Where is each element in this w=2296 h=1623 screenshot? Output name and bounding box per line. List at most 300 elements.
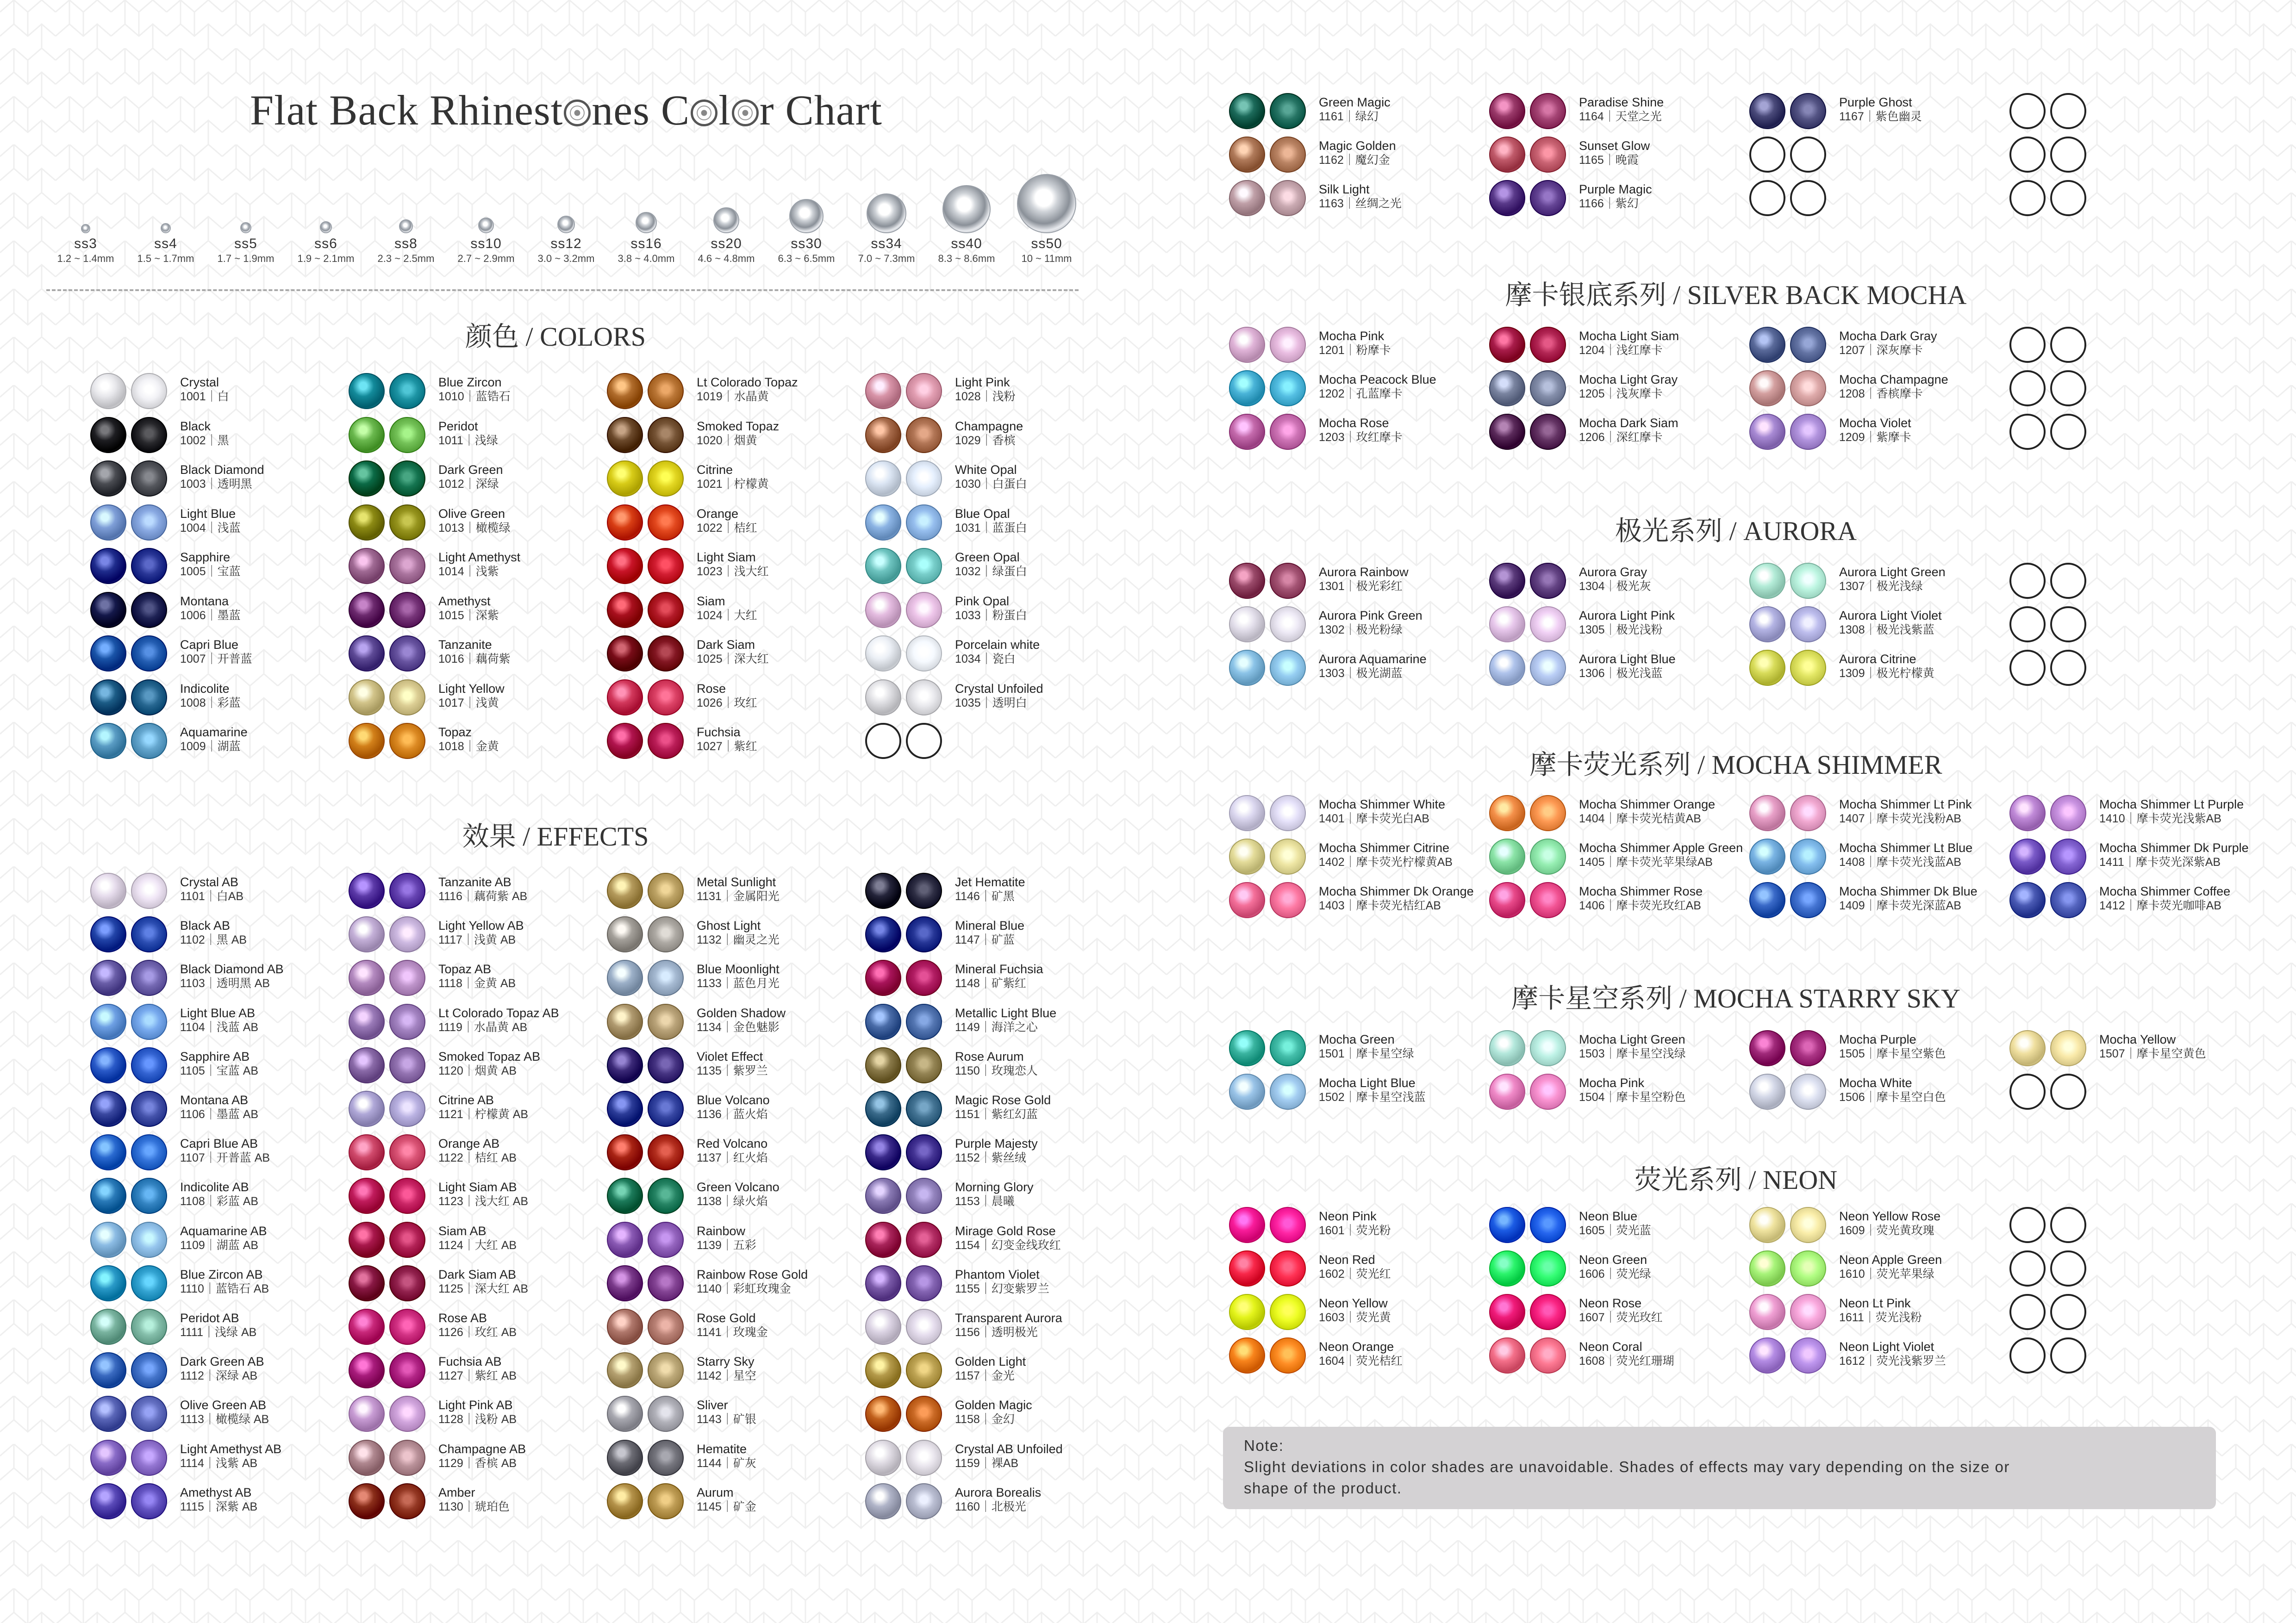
rhinestone-icon — [906, 679, 942, 715]
size-mm: 1.9 ~ 2.1mm — [297, 253, 355, 264]
rhinestone-icon — [648, 635, 684, 672]
color-code: 1403｜摩卡荧光桔红AB — [1319, 899, 1441, 912]
rhinestone-icon — [865, 1004, 901, 1040]
color-code: 1411｜摩卡荧光深紫AB — [2099, 856, 2221, 869]
rhinestone-icon — [1229, 1250, 1265, 1287]
rhinestone-icon — [607, 1178, 643, 1214]
swatch-text — [1579, 1339, 1674, 1368]
color-code: 1302｜极光粉绿 — [1319, 623, 1403, 636]
rhinestone-icon — [1530, 93, 1566, 129]
color-code: 1001｜白 — [180, 390, 229, 403]
color-code: 1605｜荧光蓝 — [1579, 1224, 1651, 1237]
size-item — [126, 223, 205, 265]
swatch-text — [180, 462, 264, 491]
swatch-text — [438, 1442, 526, 1470]
color-swatch — [349, 1132, 589, 1173]
color-code: 1308｜极光浅紫蓝 — [1839, 623, 1934, 636]
color-swatch — [349, 414, 589, 456]
rhinestone-size-icon — [557, 216, 575, 233]
color-swatch — [865, 545, 1106, 587]
color-swatch — [1489, 1335, 1730, 1376]
size-label: ss6 — [314, 236, 337, 251]
swatch-text — [1319, 1032, 1414, 1061]
color-code: 1021｜柠檬黄 — [697, 478, 769, 491]
color-code: 1152｜紫丝绒 — [955, 1151, 1026, 1165]
color-code: 1307｜极光浅绿 — [1839, 580, 1923, 593]
swatch-text — [180, 419, 229, 448]
color-swatch — [90, 914, 331, 955]
rhinestone-icon — [1229, 882, 1265, 918]
color-code: 1022｜桔红 — [697, 521, 757, 535]
rhinestone-icon — [131, 1047, 167, 1083]
empty-swatch — [2009, 1335, 2250, 1376]
rhinestone-icon — [648, 1222, 684, 1258]
swatch-text — [1839, 652, 1934, 680]
rhinestone-icon — [131, 873, 167, 909]
color-swatch — [349, 633, 589, 674]
color-code: 1122｜桔红 AB — [438, 1151, 517, 1165]
color-name: Mocha Shimmer Lt Pink — [1839, 797, 1972, 811]
rhinestone-icon — [131, 1222, 167, 1258]
color-swatch — [1229, 560, 1470, 602]
empty-circle-icon — [2050, 606, 2086, 642]
rhinestone-icon — [131, 1309, 167, 1345]
color-name: Neon Pink — [1319, 1209, 1377, 1223]
color-code: 1601｜荧光粉 — [1319, 1224, 1391, 1237]
color-name: Metallic Light Blue — [955, 1006, 1057, 1020]
size-item — [767, 199, 846, 265]
swatch-text — [955, 1006, 1056, 1034]
empty-swatch — [2009, 177, 2250, 219]
color-name: Starry Sky — [697, 1355, 755, 1369]
color-swatch — [349, 1262, 589, 1304]
rhinestone-icon — [1749, 839, 1785, 875]
empty-circle-icon — [2050, 414, 2086, 450]
rhinestone-icon — [1489, 839, 1525, 875]
color-name: Mocha Dark Gray — [1839, 329, 1937, 343]
color-code: 1162｜魔幻金 — [1319, 154, 1390, 167]
color-code: 1113｜橄榄绿 AB — [180, 1413, 269, 1426]
color-swatch — [865, 1306, 1106, 1348]
color-code: 1206｜深红摩卡 — [1579, 431, 1663, 444]
rhinestone-icon — [607, 592, 643, 628]
color-swatch — [607, 1393, 848, 1435]
color-swatch — [1749, 1071, 1990, 1113]
empty-circle-icon — [1749, 137, 1785, 173]
color-swatch — [90, 414, 331, 456]
color-code: 1204｜浅红摩卡 — [1579, 344, 1663, 357]
color-code: 1120｜烟黄 AB — [438, 1064, 517, 1077]
rhinestone-icon — [389, 1178, 425, 1214]
rhinestone-size-icon — [1017, 174, 1076, 233]
swatch-text — [438, 1485, 510, 1514]
rhinestone-icon — [607, 460, 643, 497]
color-swatch — [349, 502, 589, 543]
empty-swatch — [2009, 603, 2250, 645]
rhinestone-icon — [1749, 650, 1785, 686]
rhinestone-size-icon — [789, 199, 824, 233]
color-name: Montana AB — [180, 1093, 249, 1107]
rhinestone-icon — [131, 504, 167, 541]
rhinestone-icon — [906, 592, 942, 628]
color-code: 1103｜透明黑 AB — [180, 977, 270, 990]
color-name: Mocha Green — [1319, 1032, 1395, 1046]
rhinestone-icon — [2009, 795, 2046, 831]
empty-circle-icon — [906, 723, 942, 759]
color-name: Indicolite — [180, 681, 230, 696]
rhinestone-icon — [90, 1222, 126, 1258]
rhinestone-icon — [1749, 1250, 1785, 1287]
color-code: 1014｜浅紫 — [438, 565, 499, 578]
color-code: 1029｜香槟 — [955, 434, 1016, 447]
color-name: Crystal Unfoiled — [955, 681, 1043, 696]
color-name: Fuchsia — [697, 725, 741, 739]
rhinestone-icon — [1530, 180, 1566, 216]
color-name: Porcelain white — [955, 638, 1040, 652]
swatch-text — [180, 1442, 281, 1470]
rhinestone-icon — [90, 1396, 126, 1432]
rhinestone-icon — [131, 373, 167, 409]
color-code: 1019｜水晶黄 — [697, 390, 769, 403]
color-swatch — [1229, 603, 1470, 645]
color-code: 1506｜摩卡星空白色 — [1839, 1091, 1946, 1104]
rhinestone-icon — [648, 723, 684, 759]
rhinestone-icon — [131, 1178, 167, 1214]
empty-circle-icon — [2050, 180, 2086, 216]
color-swatch — [1749, 411, 1990, 453]
rhinestone-icon — [389, 460, 425, 497]
color-code: 1145｜矿金 — [697, 1500, 756, 1513]
empty-circle-icon — [2050, 563, 2086, 599]
color-swatch — [607, 1349, 848, 1391]
rhinestone-icon — [1229, 1337, 1265, 1374]
color-code: 1020｜烟黄 — [697, 434, 757, 447]
rhinestone-icon — [865, 417, 901, 453]
color-name: Champagne AB — [438, 1442, 526, 1456]
swatch-text — [438, 462, 503, 491]
color-swatch — [90, 1001, 331, 1043]
rhinestone-icon — [131, 635, 167, 672]
color-swatch — [865, 1088, 1106, 1130]
swatch-text — [955, 1311, 1062, 1339]
color-name: Mineral Fuchsia — [955, 962, 1043, 976]
rhinestone-icon — [2050, 882, 2086, 918]
empty-swatch — [2009, 1291, 2250, 1333]
empty-swatch — [2009, 411, 2250, 453]
rhinestone-icon — [1790, 563, 1826, 599]
color-name: Neon Apple Green — [1839, 1253, 1942, 1267]
color-name: Topaz — [438, 725, 472, 739]
swatch-text — [1319, 797, 1445, 826]
swatch-text — [180, 1093, 258, 1121]
color-name: Mocha Light Gray — [1579, 373, 1678, 386]
size-item — [927, 185, 1006, 265]
color-code: 1118｜金黄 AB — [438, 977, 516, 990]
swatch-text — [180, 1224, 267, 1252]
rhinestone-size-icon — [399, 219, 413, 233]
rhinestone-icon — [1790, 1337, 1826, 1374]
color-name: Neon Orange — [1319, 1340, 1394, 1354]
rhinestone-icon — [648, 1091, 684, 1127]
color-name: Transparent Aurora — [955, 1311, 1062, 1325]
swatch-text — [955, 550, 1027, 578]
rhinestone-icon — [1530, 1207, 1566, 1243]
color-swatch — [2009, 792, 2250, 834]
color-name: Capri Blue — [180, 638, 239, 652]
rhinestone-icon — [1530, 650, 1566, 686]
color-name: Sunset Glow — [1579, 139, 1650, 153]
color-name: Aurora Borealis — [955, 1485, 1042, 1499]
color-swatch — [90, 502, 331, 543]
color-name: Citrine — [697, 463, 733, 477]
color-code: 1207｜深灰摩卡 — [1839, 344, 1923, 357]
rhinestone-icon — [90, 723, 126, 759]
swatch-text — [697, 550, 769, 578]
rhinestone-size-icon — [942, 185, 991, 233]
color-code: 1501｜摩卡星空绿 — [1319, 1047, 1414, 1060]
rhinestone-icon — [1530, 1337, 1566, 1374]
color-name: Blue Moonlight — [697, 962, 780, 976]
rhinestone-icon — [865, 548, 901, 584]
rhinestone-icon — [389, 1004, 425, 1040]
swatch-text — [438, 725, 499, 753]
swatch-text — [955, 875, 1025, 903]
swatch-text — [697, 918, 780, 947]
swatch-text — [1579, 1209, 1651, 1237]
rhinestone-icon — [90, 1091, 126, 1127]
note-label: Note: — [1244, 1437, 1284, 1454]
color-name: Aurora Light Blue — [1579, 652, 1676, 666]
empty-circle-icon — [2009, 650, 2046, 686]
color-swatch — [2009, 836, 2250, 877]
rhinestone-icon — [2050, 795, 2086, 831]
color-swatch — [349, 545, 589, 587]
rhinestone-icon — [865, 1352, 901, 1388]
color-name: Crystal — [180, 375, 219, 389]
swatch-text — [438, 1049, 540, 1078]
swatch-text — [697, 1267, 808, 1296]
color-code: 1412｜摩卡荧光咖啡AB — [2099, 899, 2221, 912]
swatch-text — [438, 637, 511, 666]
rhinestone-icon — [1270, 839, 1306, 875]
color-swatch — [1749, 90, 1990, 132]
swatch-text — [955, 375, 1016, 404]
color-code: 1205｜浅灰摩卡 — [1579, 387, 1663, 400]
color-name: Black — [180, 419, 211, 433]
color-swatch — [865, 1001, 1106, 1043]
color-name: Jet Hematite — [955, 875, 1025, 889]
color-name: Amber — [438, 1485, 475, 1499]
rhinestone-icon — [349, 1222, 385, 1258]
color-swatch — [1489, 603, 1730, 645]
color-swatch — [90, 1175, 331, 1217]
color-swatch — [90, 1480, 331, 1522]
color-code: 1109｜湖蓝 AB — [180, 1238, 259, 1252]
color-code: 1137｜红火焰 — [697, 1151, 768, 1165]
color-code: 1409｜摩卡荧光深蓝AB — [1839, 899, 1961, 912]
rhinestone-icon — [349, 592, 385, 628]
color-code: 1032｜绿蛋白 — [955, 565, 1027, 578]
empty-swatch — [2009, 1204, 2250, 1246]
rhinestone-icon — [90, 1178, 126, 1214]
color-name: Neon Light Violet — [1839, 1340, 1934, 1354]
color-name: Mocha Purple — [1839, 1032, 1916, 1046]
rhinestone-icon — [865, 460, 901, 497]
rhinestone-icon — [607, 417, 643, 453]
color-swatch — [865, 1437, 1106, 1479]
color-name: Siam AB — [438, 1224, 487, 1238]
swatch-text — [1839, 608, 1942, 637]
swatch-text — [438, 506, 511, 535]
swatch-text — [438, 962, 516, 990]
color-name: Amethyst — [438, 594, 491, 608]
rhinestone-icon — [865, 679, 901, 715]
rhinestone-icon — [648, 1483, 684, 1519]
swatch-text — [1579, 329, 1679, 357]
swatch-text — [180, 1267, 269, 1296]
rhinestone-icon — [90, 1004, 126, 1040]
color-name: Mocha Rose — [1319, 416, 1389, 430]
color-code: 1126｜玫红 AB — [438, 1326, 517, 1339]
rhinestone-icon — [90, 548, 126, 584]
swatch-text — [955, 1354, 1026, 1383]
color-code: 1407｜摩卡荧光浅粉AB — [1839, 812, 1961, 825]
color-name: Neon Red — [1319, 1253, 1375, 1267]
swatch-text — [1579, 1076, 1686, 1104]
color-swatch — [1229, 324, 1470, 366]
section-title-aurora: 极光系列 / AURORA — [1615, 516, 1857, 546]
rhinestone-icon — [131, 1396, 167, 1432]
color-code: 1127｜紫红 AB — [438, 1369, 517, 1383]
size-mm: 2.7 ~ 2.9mm — [457, 253, 515, 264]
color-code: 1304｜极光灰 — [1579, 580, 1651, 593]
empty-circle-icon — [1790, 180, 1826, 216]
color-name: Blue Opal — [955, 506, 1010, 521]
color-swatch — [607, 370, 848, 412]
rhinestone-icon — [389, 679, 425, 715]
color-swatch — [1749, 1291, 1990, 1333]
color-name: Fuchsia AB — [438, 1355, 502, 1369]
rhinestone-icon — [131, 916, 167, 952]
rhinestone-icon — [90, 1483, 126, 1519]
rhinestone-icon — [1530, 1030, 1566, 1066]
rhinestone-icon — [90, 460, 126, 497]
color-swatch — [1489, 879, 1730, 921]
rhinestone-icon — [648, 1440, 684, 1476]
color-code: 1106｜墨蓝 AB — [180, 1108, 259, 1121]
color-name: Rose Aurum — [955, 1049, 1024, 1063]
swatch-text — [438, 1354, 517, 1383]
swatch-text — [438, 1311, 517, 1339]
color-swatch — [1229, 879, 1474, 921]
rhinestone-icon — [1270, 1207, 1306, 1243]
size-mm: 10 ~ 11mm — [1021, 253, 1072, 264]
swatch-text — [697, 1136, 768, 1165]
empty-circle-icon — [2009, 180, 2046, 216]
color-name: Mocha Dark Siam — [1579, 416, 1678, 430]
color-code: 1301｜极光彩红 — [1319, 580, 1403, 593]
color-code: 1018｜金黄 — [438, 740, 499, 753]
rhinestone-icon — [1229, 1074, 1265, 1110]
swatch-text — [180, 1311, 256, 1339]
rhinestone-icon — [131, 1483, 167, 1519]
color-swatch — [1229, 792, 1470, 834]
rhinestone-icon — [131, 1134, 167, 1170]
swatch-text — [180, 375, 229, 404]
color-swatch — [1489, 177, 1730, 219]
swatch-text — [1839, 1252, 1942, 1281]
color-name: Light Yellow — [438, 681, 505, 696]
size-mm: 6.3 ~ 6.5mm — [778, 253, 835, 264]
rhinestone-icon — [1530, 839, 1566, 875]
color-swatch — [607, 914, 848, 955]
empty-circle-icon — [2009, 1250, 2046, 1287]
rhinestone-o-icon — [564, 99, 591, 126]
color-swatch — [865, 458, 1106, 499]
rhinestone-icon — [607, 1352, 643, 1388]
color-name: Peridot — [438, 419, 478, 433]
rhinestone-icon — [1229, 650, 1265, 686]
swatch-text — [180, 681, 241, 710]
color-code: 1303｜极光湖蓝 — [1319, 667, 1403, 680]
rhinestone-icon — [2050, 839, 2086, 875]
rhinestone-icon — [607, 1091, 643, 1127]
color-code: 1111｜浅绿 AB — [180, 1326, 257, 1339]
size-mm: 1.7 ~ 1.9mm — [217, 253, 275, 264]
rhinestone-icon — [1489, 606, 1525, 642]
color-swatch — [865, 1175, 1106, 1217]
color-swatch — [865, 1480, 1106, 1522]
color-name: Black Diamond AB — [180, 962, 284, 976]
color-name: Magic Rose Gold — [955, 1093, 1051, 1107]
rhinestone-icon — [1790, 882, 1826, 918]
swatch-text — [438, 681, 505, 710]
size-mm: 1.2 ~ 1.4mm — [57, 253, 114, 264]
rhinestone-icon — [1489, 882, 1525, 918]
rhinestone-icon — [906, 1352, 942, 1388]
rhinestone-icon — [865, 1483, 901, 1519]
color-code: 1604｜荧光桔红 — [1319, 1355, 1403, 1368]
rhinestone-icon — [389, 1091, 425, 1127]
rhinestone-icon — [2009, 882, 2046, 918]
color-name: Light Siam — [697, 550, 756, 564]
rhinestone-icon — [906, 1178, 942, 1214]
color-swatch — [1489, 1291, 1730, 1333]
color-swatch — [607, 720, 848, 762]
color-name: Mocha Shimmer White — [1319, 797, 1446, 811]
swatch-text — [438, 1180, 528, 1208]
rhinestone-icon — [1229, 370, 1265, 406]
rhinestone-icon — [1749, 563, 1785, 599]
color-code: 1025｜深大红 — [697, 653, 769, 665]
rhinestone-icon — [906, 873, 942, 909]
color-swatch — [607, 458, 848, 499]
color-code: 1148｜矿紫红 — [955, 977, 1026, 990]
color-name: Neon Yellow — [1319, 1296, 1388, 1310]
color-swatch — [1489, 792, 1730, 834]
rhinestone-icon — [865, 916, 901, 952]
color-code: 1110｜蓝锆石 AB — [180, 1282, 269, 1295]
color-swatch — [90, 1262, 331, 1304]
color-name: Magic Golden — [1319, 139, 1396, 153]
color-name: Violet Effect — [697, 1049, 763, 1063]
color-swatch — [1229, 1071, 1470, 1113]
color-swatch — [1749, 879, 1990, 921]
color-code: 1016｜藕荷紫 — [438, 653, 511, 665]
swatch-text — [1839, 840, 1972, 869]
color-name: Pink Opal — [955, 594, 1010, 608]
color-name: Aurum — [697, 1485, 734, 1499]
